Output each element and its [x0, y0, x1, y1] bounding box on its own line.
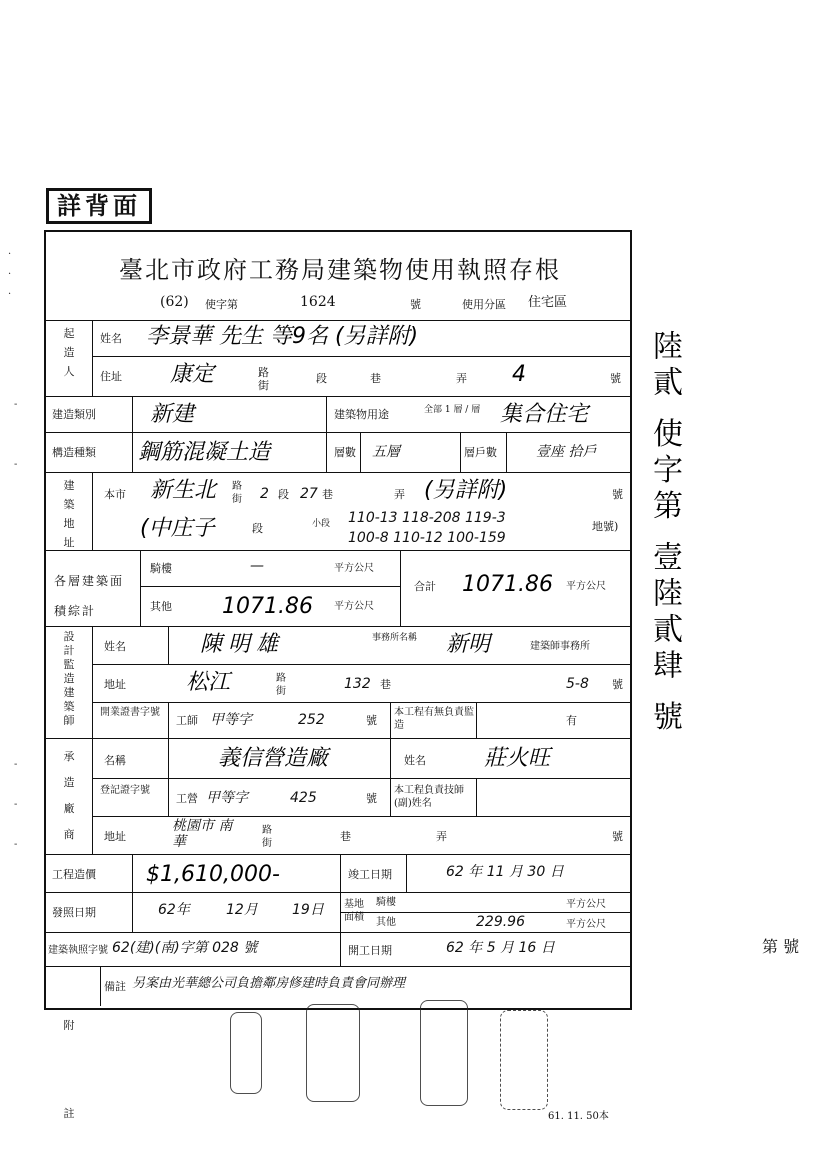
permit-value: 62(建)(南)字第 028 號 — [112, 940, 258, 956]
architect-section-label: 設計監造建築師 — [63, 630, 75, 727]
site-lane: 27 — [300, 486, 318, 502]
remarks-section-label: 附註 — [63, 1019, 75, 1120]
applicant-section-unit: 段 — [316, 372, 327, 385]
contractor-number-label: 號 — [612, 830, 623, 843]
scan-mark: - - — [14, 399, 18, 470]
issue-day: 19日 — [292, 902, 324, 918]
remarks-value: 另案由光華總公司負擔鄰房修建時負責會同辦理 — [132, 976, 406, 991]
contractor-alley-label: 弄 — [436, 830, 447, 843]
site-area-label: 基地面積 — [344, 899, 364, 923]
architect-cert-prefix: 工師 — [176, 714, 198, 727]
architect-office-suffix: 建築師事務所 — [530, 641, 590, 652]
footer-code: 61. 11. 50本 — [548, 1111, 609, 1122]
site-alley-label: 弄 — [394, 488, 405, 501]
site-section-label: 建築地址 — [63, 479, 75, 549]
completion-label: 竣工日期 — [348, 868, 392, 881]
side-license-stamp: 陸貳 使字第 壹陸貳肆 號 — [647, 330, 682, 737]
start-date-value: 62 年 5 月 16 日 — [446, 940, 555, 956]
remarks-label: 備註 — [104, 980, 126, 993]
total-area-label: 合計 — [414, 580, 436, 593]
site-other-value: 229.96 — [476, 914, 525, 930]
other-area-value: 1071.86 — [222, 594, 313, 619]
license-number: 1624 — [300, 294, 336, 310]
signature-stamp — [500, 1010, 548, 1110]
site-section-number: 2 — [260, 486, 269, 502]
license-suffix: 號 — [410, 298, 421, 311]
contractor-name-label: 名稱 — [104, 754, 126, 767]
structure-label: 構造種類 — [52, 446, 96, 459]
stair-area-label: 騎樓 — [150, 562, 172, 575]
site-district-label: 段 — [252, 522, 263, 535]
contractor-cert-class: 甲等字 — [206, 790, 248, 806]
building-type-value: 新建 — [150, 402, 195, 427]
site-section-label-unit: 段 — [278, 488, 289, 501]
cost-label: 工程造價 — [52, 868, 96, 881]
site-road-label: 路街 — [232, 481, 242, 505]
architect-number-value: 5-8 — [566, 676, 589, 692]
contractor-owner-value: 莊火旺 — [484, 746, 551, 771]
license-prefix: 使字第 — [205, 298, 238, 311]
stair-area-value: — — [250, 558, 264, 574]
architect-number-label: 號 — [612, 678, 623, 691]
site-note: (另詳附) — [424, 478, 508, 503]
floor-area-label: 各層建築面積綜計 — [54, 574, 125, 618]
units-value: 壹座 拾戶 — [536, 444, 597, 460]
architect-cert-suffix: 號 — [366, 714, 377, 727]
seal-stamp — [420, 1000, 468, 1106]
other-area-label: 其他 — [150, 600, 172, 613]
zone-label: 使用分區 — [462, 298, 506, 311]
applicant-number-value: 4 — [512, 362, 526, 387]
seal-stamp — [306, 1004, 360, 1102]
applicant-section-label: 起造人 — [63, 327, 75, 378]
applicant-address-label: 住址 — [100, 370, 122, 383]
floors-value: 五層 — [372, 444, 400, 460]
site-stair-label: 騎樓 — [376, 897, 396, 908]
scan-mark: · · · — [8, 249, 12, 300]
contractor-cert-prefix: 工營 — [176, 792, 198, 805]
scan-mark: - - - — [14, 759, 18, 850]
site-road: 新生北 — [150, 478, 217, 503]
floors-label: 層數 — [334, 446, 356, 459]
architect-office-value: 新明 — [446, 632, 491, 657]
architect-name-label: 姓名 — [104, 640, 126, 653]
architect-address-label: 地址 — [104, 678, 126, 691]
applicant-name-label: 姓名 — [100, 332, 122, 345]
issue-month: 12月 — [226, 902, 258, 918]
contractor-cert-suffix: 號 — [366, 792, 377, 805]
contractor-lane-label: 巷 — [340, 830, 351, 843]
header-tag: 詳背面 — [46, 188, 152, 224]
applicant-alley-label: 弄 — [456, 372, 467, 385]
seal-stamp — [230, 1012, 262, 1094]
architect-cert-value: 252 — [298, 712, 325, 728]
contractor-cert-value: 425 — [290, 790, 317, 806]
site-stair-unit: 平方公尺 — [566, 899, 606, 910]
site-number-label: 號 — [612, 488, 623, 501]
building-use-value: 集合住宅 — [500, 402, 589, 427]
units-label: 層戶數 — [464, 446, 497, 459]
architect-lane-label: 巷 — [380, 678, 391, 691]
structure-value: 鋼筋混凝土造 — [138, 440, 271, 465]
contractor-section-label: 承造廠商 — [63, 750, 75, 841]
architect-office-label: 事務所名稱 — [372, 633, 418, 643]
architect-cert-class: 甲等字 — [210, 712, 252, 728]
start-date-label: 開工日期 — [348, 944, 392, 957]
site-other-label: 其他 — [376, 917, 396, 928]
zone-value: 住宅區 — [528, 295, 568, 310]
stair-area-unit: 平方公尺 — [334, 563, 374, 574]
architect-lane-value: 132 — [344, 676, 371, 692]
contractor-address-label: 地址 — [104, 830, 126, 843]
applicant-road-label: 路街 — [258, 366, 269, 392]
applicant-number-label: 號 — [610, 372, 621, 385]
building-type-label: 建造類別 — [52, 408, 96, 421]
contractor-owner-label: 姓名 — [404, 754, 426, 767]
site-lots-line2: 100-8 110-12 100-159 — [348, 530, 506, 546]
applicant-lane-label: 巷 — [370, 372, 381, 385]
building-use-prefix: 全部 1 層 / 層 — [424, 405, 481, 415]
site-other-unit: 平方公尺 — [566, 919, 606, 930]
applicant-name-value: 李景華 先生 等9名 (另詳附) — [146, 324, 419, 349]
site-lot-suffix: 地號) — [592, 520, 619, 533]
building-use-label: 建築物用途 — [334, 408, 389, 421]
permit-label: 建築執照字號 — [48, 945, 108, 956]
architect-name-value: 陳明雄 — [200, 632, 285, 657]
contractor-cert-label: 登記證字號 — [100, 785, 150, 796]
contractor-address-value: 桃園市 南華 — [172, 818, 233, 850]
architect-road-label: 路街 — [276, 673, 286, 697]
applicant-address-value: 康定 — [170, 362, 215, 387]
other-area-unit: 平方公尺 — [334, 601, 374, 612]
architect-address-value: 松江 — [186, 670, 231, 695]
contractor-name-value: 義信營造廠 — [218, 746, 329, 771]
site-lane-label: 巷 — [322, 488, 333, 501]
total-area-value: 1071.86 — [462, 572, 553, 597]
license-year: (62) — [160, 294, 189, 310]
site-lot-label: 小段 — [312, 519, 331, 529]
issue-year: 62年 — [158, 902, 190, 918]
site-district: (中庄子 — [140, 516, 215, 541]
contractor-engineer-label: 本工程負責技師(副)姓名 — [394, 785, 464, 809]
architect-cert-label: 開業證書字號 — [100, 707, 160, 718]
architect-supervise-label: 本工程有無負責監造 — [394, 707, 474, 731]
side-small-text: 第 號 — [762, 937, 800, 956]
site-city: 本市 — [104, 488, 126, 501]
issue-date-label: 發照日期 — [52, 906, 96, 919]
contractor-road-label: 路街 — [262, 825, 272, 849]
form-title: 臺北市政府工務局建築物使用執照存根 — [119, 256, 561, 284]
site-lots-line1: 110-13 118-208 119-3 — [348, 510, 506, 526]
total-area-unit: 平方公尺 — [566, 581, 606, 592]
architect-supervise-value: 有 — [566, 714, 577, 727]
cost-value: $1,610,000- — [146, 862, 280, 887]
completion-value: 62 年 11 月 30 日 — [446, 864, 564, 880]
